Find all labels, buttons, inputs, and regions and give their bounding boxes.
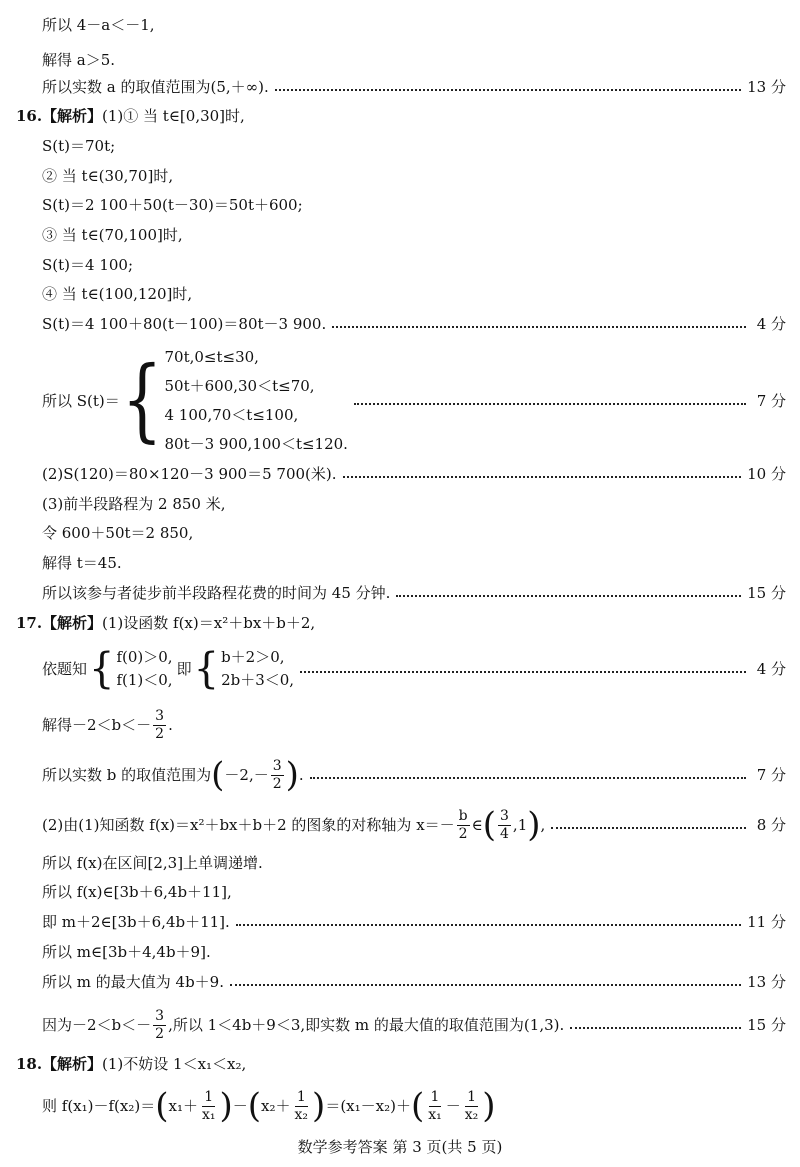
line-text: 因为－2＜b＜－ — [42, 1016, 152, 1034]
denominator: x₁ — [428, 1106, 442, 1123]
scored-line — [42, 582, 786, 604]
line-text: . — [168, 716, 173, 734]
dotted-leader — [396, 595, 741, 597]
line-text: ③ 当 t∈(70,100]时, — [42, 226, 183, 244]
line-text: 所以 m∈[3b＋4,4b＋9]. — [42, 943, 211, 961]
fraction — [153, 1008, 166, 1043]
line-text: 所以 4－a＜－1, — [42, 16, 155, 34]
line-text: 所以 S(t)＝ — [42, 392, 120, 410]
numerator: 1 — [204, 1088, 214, 1105]
case-item: 4 100,70＜t≤100, — [164, 406, 299, 424]
line-text: S(t)＝70t; — [42, 137, 116, 155]
scored-line — [42, 911, 786, 933]
text-line — [42, 941, 786, 963]
dotted-leader — [354, 403, 746, 405]
case-item: 70t,0≤t≤30, — [164, 348, 259, 366]
score-mark: 11 分 — [747, 913, 786, 931]
scored-line — [42, 806, 786, 844]
line-text: S(t)＝4 100＋80(t－100)＝80t－3 900. — [42, 315, 327, 333]
analysis-tag: 【解析】 — [42, 107, 103, 125]
dotted-leader — [310, 777, 746, 779]
score-mark: 7 分 — [756, 392, 786, 410]
score-mark: 13 分 — [747, 973, 786, 991]
line-text: 即 m＋2∈[3b＋6,4b＋11]. — [42, 913, 230, 931]
line-text: 令 600＋50t＝2 850, — [42, 524, 194, 542]
dotted-leader — [343, 476, 742, 478]
line-text: － — [232, 1097, 248, 1115]
case-list — [221, 646, 294, 692]
fraction — [153, 708, 166, 743]
fraction — [426, 1089, 444, 1124]
text-line — [42, 706, 786, 744]
dotted-leader — [236, 924, 741, 926]
question-number: 17. — [16, 614, 43, 632]
numerator: 1 — [430, 1088, 440, 1105]
line-text: 所以实数 a 的取值范围为(5,＋∞). — [42, 78, 269, 96]
line-text: 所以该参与者徒步前半段路程花费的时间为 45 分钟. — [42, 584, 391, 602]
denominator: x₂ — [294, 1106, 309, 1123]
fraction — [200, 1089, 218, 1124]
scored-line — [42, 971, 786, 993]
score-mark: 15 分 — [747, 1016, 786, 1034]
case-item: b＋2＞0, — [221, 648, 285, 666]
score-mark: 15 分 — [747, 584, 786, 602]
line-text: 所以 f(x)在区间[2,3]上单调递增. — [42, 854, 263, 872]
left-paren: ( — [211, 755, 225, 795]
score-mark: 8 分 — [756, 816, 786, 834]
line-text: 解得－2＜b＜－ — [42, 716, 152, 734]
line-text: , — [540, 816, 546, 834]
numerator: 1 — [467, 1088, 476, 1105]
line-text: 则 f(x₁)－f(x₂)＝ — [42, 1097, 156, 1115]
condition-block — [42, 645, 786, 693]
question-number: 16. — [16, 107, 43, 125]
line-text: ② 当 t∈(30,70]时, — [42, 167, 174, 185]
line-text: (1)不妨设 1＜x₁＜x₂, — [102, 1055, 247, 1073]
fraction — [271, 758, 284, 793]
score-mark: 4 分 — [756, 660, 786, 678]
line-text: x₁＋ — [168, 1097, 198, 1115]
line-text: 所以实数 b 的取值范围为 — [42, 766, 212, 784]
text-line — [42, 49, 786, 71]
denominator: x₁ — [201, 1106, 216, 1123]
text-line — [42, 852, 786, 874]
text-line — [42, 493, 786, 515]
case-item: f(0)＞0, — [116, 648, 173, 666]
numerator: 1 — [296, 1088, 306, 1105]
line-text: . — [298, 766, 304, 784]
line-text: ,1 — [512, 816, 528, 834]
case-item: f(1)＜0, — [116, 671, 173, 689]
line-text: 所以 f(x)∈[3b＋6,4b＋11], — [42, 883, 232, 901]
line-text: 解得 t＝45. — [42, 554, 122, 572]
line-text: 依题知 — [42, 660, 88, 678]
line-text: (3)前半段路程为 2 850 米, — [42, 495, 226, 513]
line-text: 所以 m 的最大值为 4b＋9. — [42, 973, 224, 991]
numerator: 3 — [155, 707, 165, 724]
line-text: ∈ — [471, 816, 483, 834]
text-line — [42, 254, 786, 276]
line-text: －2,－ — [224, 766, 269, 784]
right-paren: ) — [527, 805, 541, 845]
line-text: ＝(x₁－x₂)＋ — [325, 1097, 411, 1115]
right-paren: ) — [219, 1086, 233, 1126]
denominator: 2 — [155, 1025, 165, 1042]
text-line — [42, 1086, 786, 1126]
right-paren: ) — [482, 1086, 496, 1126]
text-line — [42, 14, 786, 36]
left-brace: { — [89, 644, 115, 694]
numerator: 3 — [500, 807, 509, 824]
score-mark: 4 分 — [756, 315, 786, 333]
dotted-leader — [230, 984, 741, 986]
line-text: 解得 a＞5. — [42, 51, 116, 69]
line-text: S(t)＝4 100; — [42, 256, 134, 274]
question-number: 18. — [16, 1055, 43, 1073]
fraction — [463, 1089, 481, 1124]
dotted-leader — [570, 1027, 741, 1029]
text-line — [42, 224, 786, 246]
score-mark: 13 分 — [747, 78, 786, 96]
dotted-leader — [275, 89, 741, 91]
numerator: 3 — [155, 1007, 165, 1024]
line-text: － — [445, 1097, 461, 1115]
right-paren: ) — [312, 1086, 326, 1126]
scored-line — [42, 1006, 786, 1044]
case-item: 50t＋600,30＜t≤70, — [164, 377, 315, 395]
numerator: 3 — [272, 757, 282, 774]
fraction — [498, 808, 511, 843]
scored-line — [42, 76, 786, 98]
denominator: 2 — [458, 825, 468, 842]
left-brace: { — [121, 349, 163, 453]
left-paren: ( — [247, 1086, 262, 1126]
analysis-tag: 【解析】 — [42, 1055, 103, 1073]
dotted-leader — [551, 827, 746, 829]
case-item: 80t－3 900,100＜t≤120. — [164, 435, 348, 453]
text-line — [42, 522, 786, 544]
page-footer: 数学参考答案 第 3 页(共 5 页) — [297, 1138, 503, 1156]
question-header — [16, 612, 786, 634]
left-paren: ( — [482, 805, 496, 845]
score-mark: 7 分 — [756, 766, 786, 784]
line-text: S(t)＝2 100＋50(t－30)＝50t＋600; — [42, 196, 303, 214]
text-line — [42, 283, 786, 305]
line-text: x₂＋ — [261, 1097, 291, 1115]
question-header — [16, 105, 786, 127]
text-line — [42, 135, 786, 157]
line-text: (1)设函数 f(x)＝x²＋bx＋b＋2, — [102, 614, 316, 632]
denominator: 2 — [155, 725, 165, 742]
line-text: (2)S(120)＝80×120－3 900＝5 700(米). — [42, 465, 337, 483]
denominator: 2 — [272, 775, 282, 792]
text-line — [42, 194, 786, 216]
fraction — [293, 1089, 311, 1124]
right-paren: ) — [285, 755, 299, 795]
question-header — [16, 1053, 786, 1075]
line-text: (1)① 当 t∈[0,30]时, — [102, 107, 245, 125]
denominator: 4 — [500, 825, 509, 842]
left-paren: ( — [155, 1086, 169, 1126]
denominator: x₂ — [464, 1106, 479, 1123]
scored-line — [42, 756, 786, 794]
analysis-tag: 【解析】 — [42, 614, 103, 632]
scored-line — [42, 463, 786, 485]
left-paren: ( — [410, 1086, 425, 1126]
text-line — [42, 881, 786, 903]
dotted-leader — [300, 671, 746, 673]
text-line — [42, 552, 786, 574]
line-text: (2)由(1)知函数 f(x)＝x²＋bx＋b＋2 的图象的对称轴为 x＝－ — [42, 816, 455, 834]
fraction — [457, 808, 470, 843]
line-text: ④ 当 t∈(100,120]时, — [42, 285, 193, 303]
case-item: 2b＋3＜0, — [221, 671, 295, 689]
line-text: 即 — [176, 660, 192, 678]
score-mark: 10 分 — [747, 465, 786, 483]
text-line — [42, 165, 786, 187]
line-text: ,所以 1＜4b＋9＜3,即实数 m 的最大值的取值范围为(1,3). — [168, 1016, 565, 1034]
numerator: b — [458, 807, 468, 824]
case-list — [165, 343, 348, 459]
case-list — [116, 646, 172, 692]
dotted-leader — [332, 326, 746, 328]
scored-line — [42, 313, 786, 335]
left-brace: { — [193, 644, 220, 694]
piecewise-block — [42, 342, 786, 460]
